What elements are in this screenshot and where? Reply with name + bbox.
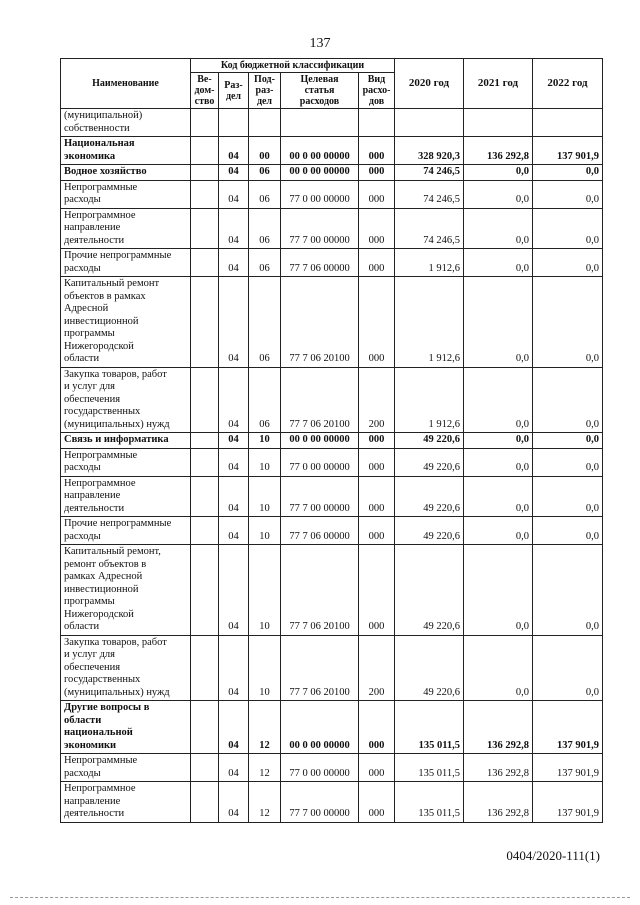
cell-name: Прочие непрограммные расходы [61, 517, 191, 545]
cell-2021: 0,0 [464, 433, 533, 449]
header-section: Раз- дел [219, 73, 249, 109]
cell-2020: 1 912,6 [395, 249, 464, 277]
cell-target-article: 77 7 06 20100 [281, 635, 359, 701]
cell-expense-type: 000 [359, 517, 395, 545]
cell-2020: 1 912,6 [395, 367, 464, 433]
cell-subsection: 10 [249, 545, 281, 636]
cell-2020: 135 011,5 [395, 701, 464, 754]
cell-name: Другие вопросы в области национальной экономики [61, 701, 191, 754]
cell-expense-type: 000 [359, 448, 395, 476]
page-number: 137 [309, 36, 331, 51]
cell-subsection: 06 [249, 165, 281, 181]
cell-section: 04 [219, 249, 249, 277]
cell-target-article: 77 7 06 20100 [281, 277, 359, 368]
cell-subsection: 06 [249, 208, 281, 249]
cell-2020: 135 011,5 [395, 754, 464, 782]
cell-name: Водное хозяйство [61, 165, 191, 181]
cell-expense-type: 200 [359, 367, 395, 433]
table-row [61, 109, 603, 137]
cell-target-article [281, 109, 359, 137]
table-row [61, 782, 603, 823]
cell-2022: 0,0 [533, 208, 603, 249]
header-name: Наименование [61, 59, 191, 109]
table-row [61, 137, 603, 165]
cell-section: 04 [219, 137, 249, 165]
cell-subsection: 06 [249, 180, 281, 208]
cell-department [191, 367, 219, 433]
cell-2020: 49 220,6 [395, 635, 464, 701]
table-row [61, 277, 603, 368]
cell-department [191, 208, 219, 249]
cell-2020: 49 220,6 [395, 476, 464, 517]
cell-2022: 0,0 [533, 635, 603, 701]
cell-subsection: 00 [249, 137, 281, 165]
table-row [61, 754, 603, 782]
cell-target-article: 77 7 00 00000 [281, 782, 359, 823]
cell-target-article: 77 0 00 00000 [281, 754, 359, 782]
header-year-2021: 2021 год [464, 59, 533, 109]
cell-name: Национальная экономика [61, 137, 191, 165]
cell-2021 [464, 109, 533, 137]
cell-expense-type: 000 [359, 754, 395, 782]
cell-section: 04 [219, 782, 249, 823]
header-year-2020: 2020 год [395, 59, 464, 109]
cell-target-article: 77 7 06 00000 [281, 249, 359, 277]
cell-2022 [533, 109, 603, 137]
cell-section: 04 [219, 701, 249, 754]
cell-subsection: 06 [249, 367, 281, 433]
cell-2021: 0,0 [464, 545, 533, 636]
table-row [61, 433, 603, 449]
cell-2020: 135 011,5 [395, 782, 464, 823]
table-row [61, 180, 603, 208]
cell-2022: 137 901,9 [533, 782, 603, 823]
cell-2021: 0,0 [464, 476, 533, 517]
cell-2022: 0,0 [533, 180, 603, 208]
cell-section: 04 [219, 208, 249, 249]
cell-subsection: 10 [249, 476, 281, 517]
cell-subsection: 10 [249, 635, 281, 701]
cell-2021: 0,0 [464, 517, 533, 545]
table-row [61, 208, 603, 249]
footer-document-code: 0404/2020-111(1) [506, 848, 600, 863]
table-row [61, 517, 603, 545]
cell-2021: 0,0 [464, 635, 533, 701]
table-row [61, 476, 603, 517]
cell-name: Непрограммные расходы [61, 448, 191, 476]
cell-expense-type: 000 [359, 249, 395, 277]
cell-name: Закупка товаров, работ и услуг для обеспечения государственных (муниципальных) нужд [61, 367, 191, 433]
cell-2022: 0,0 [533, 249, 603, 277]
cell-2020: 74 246,5 [395, 208, 464, 249]
table-row [61, 635, 603, 701]
cell-subsection: 10 [249, 448, 281, 476]
cell-subsection: 12 [249, 701, 281, 754]
table-row [61, 448, 603, 476]
cell-target-article: 77 7 06 20100 [281, 545, 359, 636]
cell-department [191, 109, 219, 137]
cell-expense-type: 000 [359, 545, 395, 636]
header-target-article: Целевая статья расходов [281, 73, 359, 109]
header-classification: Код бюджетной классификации [191, 59, 395, 73]
cell-2020: 328 920,3 [395, 137, 464, 165]
table-row [61, 249, 603, 277]
cell-expense-type: 000 [359, 165, 395, 181]
cell-department [191, 180, 219, 208]
budget-table [60, 58, 603, 823]
table-body [61, 109, 603, 823]
cell-2020: 49 220,6 [395, 433, 464, 449]
table-row [61, 545, 603, 636]
cell-department [191, 635, 219, 701]
cell-2020: 49 220,6 [395, 448, 464, 476]
bottom-divider [10, 897, 630, 898]
cell-2022: 0,0 [533, 517, 603, 545]
cell-section: 04 [219, 517, 249, 545]
cell-department [191, 754, 219, 782]
cell-2020: 1 912,6 [395, 277, 464, 368]
cell-expense-type [359, 109, 395, 137]
cell-2021: 0,0 [464, 208, 533, 249]
cell-2022: 137 901,9 [533, 137, 603, 165]
cell-2022: 0,0 [533, 277, 603, 368]
cell-expense-type: 000 [359, 782, 395, 823]
header-department: Ве- дом- ство [191, 73, 219, 109]
cell-target-article: 77 7 00 00000 [281, 476, 359, 517]
table-row [61, 367, 603, 433]
cell-department [191, 277, 219, 368]
cell-2021: 0,0 [464, 249, 533, 277]
cell-expense-type: 000 [359, 277, 395, 368]
cell-department [191, 249, 219, 277]
cell-subsection: 06 [249, 277, 281, 368]
cell-department [191, 545, 219, 636]
cell-department [191, 137, 219, 165]
cell-department [191, 165, 219, 181]
cell-2021: 0,0 [464, 180, 533, 208]
cell-2021: 136 292,8 [464, 137, 533, 165]
cell-2022: 0,0 [533, 433, 603, 449]
cell-2022: 137 901,9 [533, 701, 603, 754]
cell-section: 04 [219, 635, 249, 701]
table-row [61, 701, 603, 754]
cell-name: Непрограммные расходы [61, 180, 191, 208]
cell-target-article: 77 0 00 00000 [281, 180, 359, 208]
cell-2022: 0,0 [533, 367, 603, 433]
cell-2021: 136 292,8 [464, 782, 533, 823]
cell-target-article: 77 0 00 00000 [281, 448, 359, 476]
cell-name: Капитальный ремонт объектов в рамках Адресной инвестиционной программы Нижегородской области [61, 277, 191, 368]
cell-section: 04 [219, 433, 249, 449]
cell-name: Закупка товаров, работ и услуг для обеспечения государственных (муниципальных) нужд [61, 635, 191, 701]
cell-name: Прочие непрограммные расходы [61, 249, 191, 277]
cell-2021: 0,0 [464, 165, 533, 181]
cell-name: Непрограммное направление деятельности [61, 782, 191, 823]
cell-section: 04 [219, 476, 249, 517]
cell-section: 04 [219, 754, 249, 782]
cell-2020: 49 220,6 [395, 517, 464, 545]
cell-name: Капитальный ремонт, ремонт объектов в рамках Адресной инвестиционной программы Нижегородской области [61, 545, 191, 636]
cell-department [191, 448, 219, 476]
cell-section: 04 [219, 448, 249, 476]
cell-subsection: 10 [249, 433, 281, 449]
cell-department [191, 701, 219, 754]
cell-2021: 0,0 [464, 367, 533, 433]
cell-name: Непрограммное направление деятельности [61, 476, 191, 517]
cell-section: 04 [219, 277, 249, 368]
cell-name: Непрограммное направление деятельности [61, 208, 191, 249]
cell-expense-type: 000 [359, 180, 395, 208]
header-year-2022: 2022 год [533, 59, 603, 109]
cell-section: 04 [219, 545, 249, 636]
cell-target-article: 77 7 00 00000 [281, 208, 359, 249]
cell-2022: 0,0 [533, 476, 603, 517]
cell-expense-type: 000 [359, 476, 395, 517]
cell-target-article: 00 0 00 00000 [281, 165, 359, 181]
cell-name: Непрограммные расходы [61, 754, 191, 782]
cell-section: 04 [219, 165, 249, 181]
cell-department [191, 476, 219, 517]
cell-expense-type: 000 [359, 433, 395, 449]
cell-target-article: 00 0 00 00000 [281, 137, 359, 165]
cell-name: (муниципальной) собственности [61, 109, 191, 137]
cell-department [191, 433, 219, 449]
cell-2022: 0,0 [533, 165, 603, 181]
cell-target-article: 00 0 00 00000 [281, 701, 359, 754]
cell-2021: 136 292,8 [464, 701, 533, 754]
cell-2022: 0,0 [533, 448, 603, 476]
table-row [61, 165, 603, 181]
cell-expense-type: 000 [359, 701, 395, 754]
cell-target-article: 77 7 06 20100 [281, 367, 359, 433]
cell-2020 [395, 109, 464, 137]
cell-2020: 74 246,5 [395, 180, 464, 208]
cell-name: Связь и информатика [61, 433, 191, 449]
cell-target-article: 77 7 06 00000 [281, 517, 359, 545]
cell-department [191, 517, 219, 545]
cell-2022: 137 901,9 [533, 754, 603, 782]
cell-target-article: 00 0 00 00000 [281, 433, 359, 449]
cell-2021: 0,0 [464, 277, 533, 368]
cell-section: 04 [219, 367, 249, 433]
cell-expense-type: 000 [359, 137, 395, 165]
cell-section [219, 109, 249, 137]
cell-2021: 136 292,8 [464, 754, 533, 782]
cell-department [191, 782, 219, 823]
cell-2021: 0,0 [464, 448, 533, 476]
cell-subsection: 12 [249, 754, 281, 782]
header-subsection: Под- раз- дел [249, 73, 281, 109]
cell-section: 04 [219, 180, 249, 208]
header-expense-type: Вид расхо- дов [359, 73, 395, 109]
cell-expense-type: 200 [359, 635, 395, 701]
cell-subsection: 10 [249, 517, 281, 545]
cell-subsection: 06 [249, 249, 281, 277]
cell-subsection: 12 [249, 782, 281, 823]
cell-2020: 74 246,5 [395, 165, 464, 181]
cell-expense-type: 000 [359, 208, 395, 249]
cell-2020: 49 220,6 [395, 545, 464, 636]
cell-2022: 0,0 [533, 545, 603, 636]
cell-subsection [249, 109, 281, 137]
